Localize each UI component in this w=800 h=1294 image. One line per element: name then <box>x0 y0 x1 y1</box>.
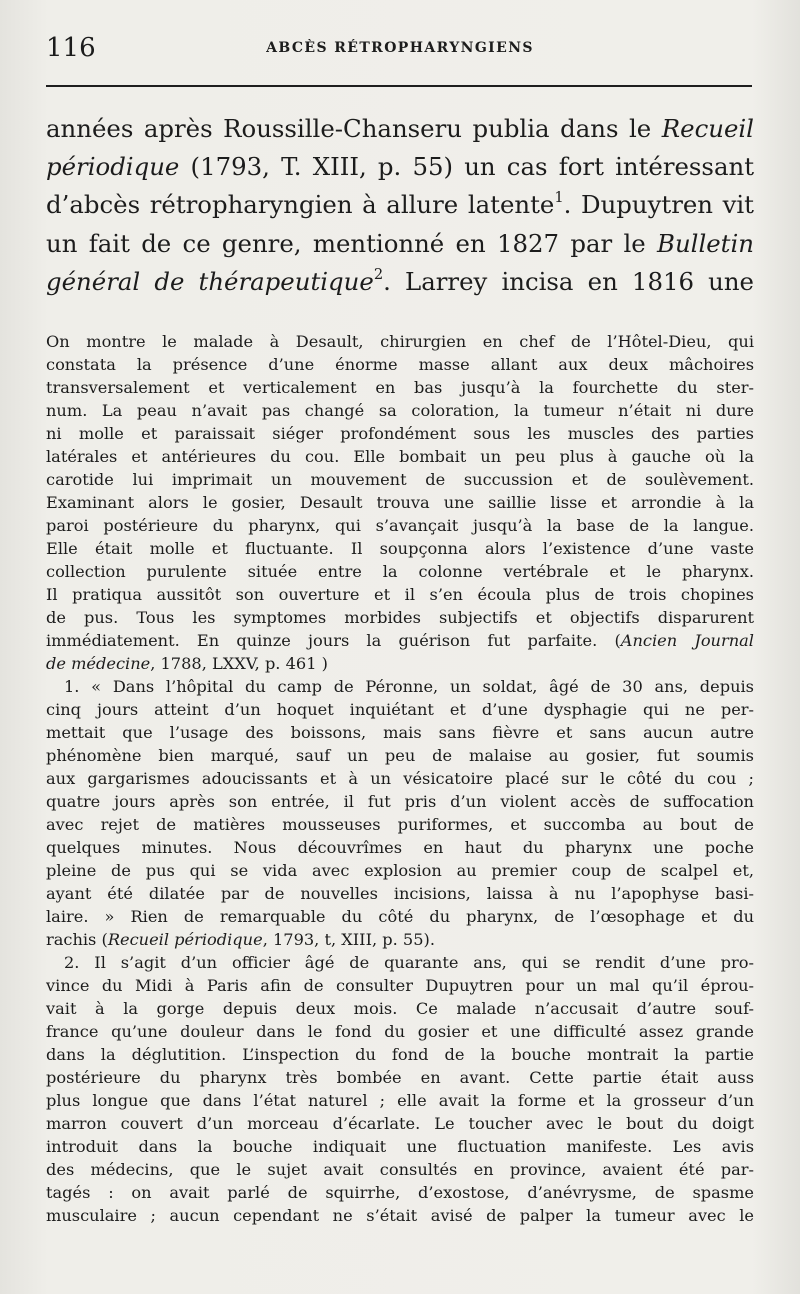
note-line: avec rejet de matières mousseuses puriformes, et succomba au bout de <box>46 815 754 834</box>
footnotes <box>46 330 754 1227</box>
note-line: carotide lui imprimait un mouvement de succussion et de soulèvement. <box>46 470 754 489</box>
note-line: quelques minutes. Nous découvrîmes en haut du pharynx une poche <box>46 838 754 857</box>
note-line: des médecins, que le sujet avait consultés en province, avaient été par- <box>46 1160 754 1179</box>
note-line: laire. » Rien de remarquable du côté du pharynx, de l’œsophage et du <box>46 907 754 926</box>
note-line: vince du Midi à Paris afin de consulter Dupuytren pour un mal qu’il éprou- <box>46 976 754 995</box>
note-line: ni molle et paraissait siéger profondément sous les muscles des parties <box>46 424 754 443</box>
main-text <box>46 110 754 301</box>
note-line: de pus. Tous les symptomes morbides subjectifs et objectifs disparurent <box>46 608 754 627</box>
note-line: quatre jours après son entrée, il fut pris d’un violent accès de suffocation <box>46 792 754 811</box>
note-line: postérieure du pharynx très bombée en avant. Cette partie était auss <box>46 1068 754 1087</box>
text-line: périodique (1793, T. XIII, p. 55) un cas fort intéressant <box>46 152 754 182</box>
note-line: dans la déglutition. L’inspection du fond de la bouche montrait la partie <box>46 1045 754 1064</box>
page-header <box>46 32 754 64</box>
header-rule <box>46 85 752 87</box>
note-line: phénomène bien marqué, sauf un peu de malaise au gosier, fut soumis <box>46 746 754 765</box>
running-head: ABCÈS RÉTROPHARYNGIENS <box>266 40 534 56</box>
note-line: constata la présence d’une énorme masse allant aux deux mâchoires <box>46 355 754 374</box>
note-line: marron couvert d’un morceau d’écarlate. Le toucher avec le bout du doigt <box>46 1114 754 1133</box>
note-line: france qu’une douleur dans le fond du gosier et une difficulté assez grande <box>46 1022 754 1041</box>
note-line: rachis (Recueil périodique, 1793, t, XIII, p. 55). <box>46 930 435 949</box>
note-line: pleine de pus qui se vida avec explosion au premier coup de scalpel et, <box>46 861 754 880</box>
text-line: années après Roussille-Chanseru publia dans le Recueil <box>46 114 754 143</box>
note-line: 2. Il s’agit d’un officier âgé de quarante ans, qui se rendit d’une pro- <box>64 953 754 972</box>
note-line: num. La peau n’avait pas changé sa coloration, la tumeur n’était ni dure <box>46 401 754 420</box>
note-line: Examinant alors le gosier, Desault trouva une saillie lisse et arrondie à la <box>46 493 754 512</box>
footnote-ref: 2 <box>373 265 384 283</box>
note-line: aux gargarismes adoucissants et à un vésicatoire placé sur le côté du cou ; <box>46 769 754 788</box>
note-line: paroi postérieure du pharynx, qui s’avançait jusqu’à la base de la langue. <box>46 516 754 535</box>
note-line: Il pratiqua aussitôt son ouverture et il s’en écoula plus de trois chopines <box>46 585 754 604</box>
note-line: Elle était molle et fluctuante. Il soupçonna alors l’existence d’une vaste <box>46 539 754 558</box>
note-line: plus longue que dans l’état naturel ; elle avait la forme et la grosseur d’un <box>46 1091 754 1110</box>
note-line: vait à la gorge depuis deux mois. Ce malade n’accusait d’autre souf- <box>46 999 754 1018</box>
note-line: 1. « Dans l’hôpital du camp de Péronne, un soldat, âgé de 30 ans, depuis <box>64 677 754 696</box>
note-line: ayant été dilatée par de nouvelles incisions, laissa à nu l’apophyse basi- <box>46 884 754 903</box>
footnote-ref: 1 <box>554 189 564 207</box>
note-line: tagés : on avait parlé de squirrhe, d’exostose, d’anévrysme, de spasme <box>46 1183 754 1202</box>
note-line: collection purulente située entre la colonne vertébrale et le pharynx. <box>46 562 754 581</box>
note-line: de médecine, 1788, LXXV, p. 461 ) <box>46 654 328 673</box>
note-line: latérales et antérieures du cou. Elle bombait un peu plus à gauche où la <box>46 447 754 466</box>
note-line: cinq jours atteint d’un hoquet inquiétant et d’une dysphagie qui ne per- <box>46 700 754 719</box>
page-number: 116 <box>46 33 96 63</box>
note-line: transversalement et verticalement en bas jusqu’à la fourchette du ster- <box>46 378 754 397</box>
note-line: mettait que l’usage des boissons, mais sans fièvre et sans aucun autre <box>46 723 754 742</box>
text-line: général de thérapeutique$^2$. Larrey incisa en 1816 une <box>46 265 754 296</box>
note-line: introduit dans la bouche indiquait une fluctuation manifeste. Les avis <box>46 1137 754 1156</box>
text-line: un fait de ce genre, mentionné en 1827 par le Bulletin <box>46 228 754 258</box>
note-line: musculaire ; aucun cependant ne s’était avisé de palper la tumeur avec le <box>46 1206 754 1225</box>
text-line: d’abcès rétropharyngien à allure latente$^1$. Dupuytren vit <box>46 189 754 220</box>
note-line: immédiatement. En quinze jours la guérison fut parfaite. (Ancien Journal <box>46 631 754 650</box>
note-line: On montre le malade à Desault, chirurgien en chef de l’Hôtel-Dieu, qui <box>46 332 754 351</box>
